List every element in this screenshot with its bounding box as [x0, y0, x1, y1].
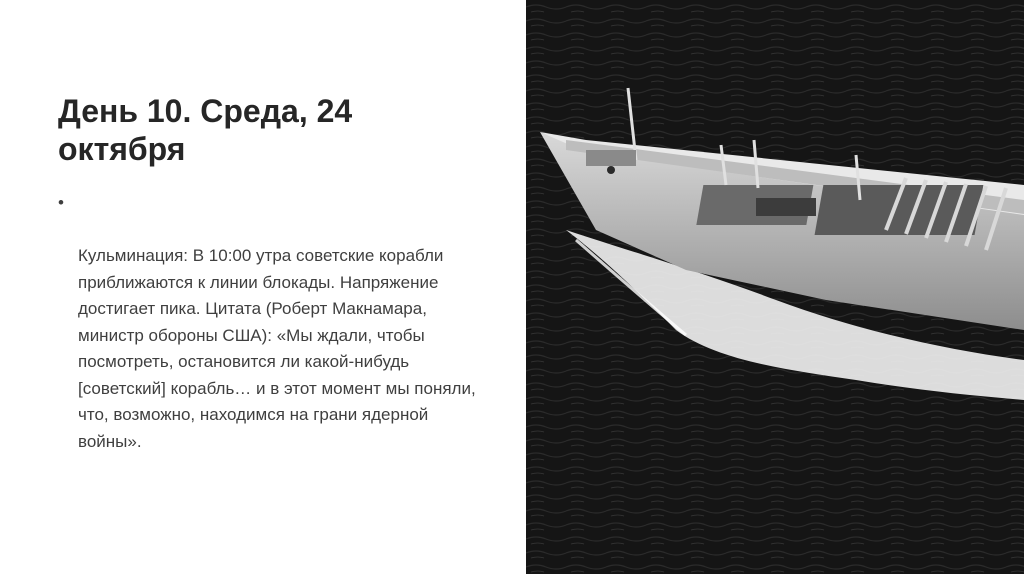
bullet-text: Кульминация: В 10:00 утра советские корабли приближаются к линии блокады. Напряжение достигает пика. Цитата (Роберт Макнамара, министр обороны США): «Мы ждали, чтобы посмотреть, остановится ли какой-нибудь [советский] корабль… и в этот момент мы поняли, что, возможно, находимся на грани ядерной войны».	[78, 246, 476, 451]
slide-title: День 10. Среда, 24 октября	[58, 93, 353, 167]
ship-photo-illustration	[526, 0, 1024, 574]
forecastle	[586, 150, 636, 166]
ship-photo	[526, 0, 1024, 574]
slide-body	[58, 190, 528, 455]
bullet-item	[58, 190, 528, 455]
bullet-icon: •	[58, 193, 64, 212]
